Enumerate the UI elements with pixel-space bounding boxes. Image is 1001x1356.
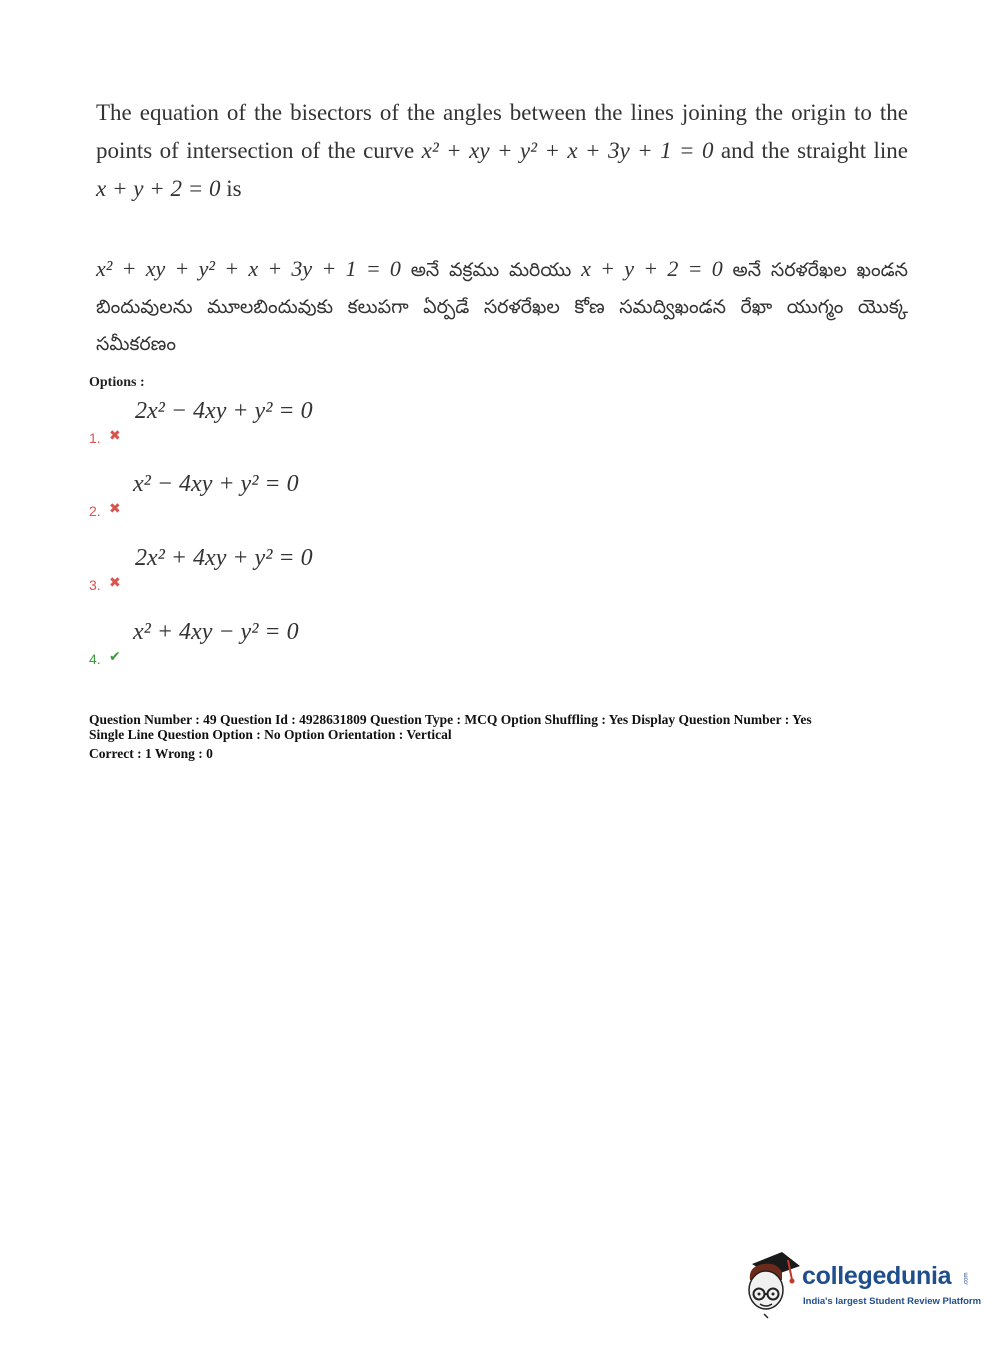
line-equation: x + y + 2 = 0 (96, 176, 221, 201)
wrong-icon: ✖ (109, 501, 121, 517)
question-text-part1: The equation of the bisectors of the angles between the lines joining the origin to the points of intersection of the curve (96, 100, 908, 163)
option-number: 4. (89, 651, 101, 667)
options-label: Options : (89, 375, 145, 390)
question-text-part2: and the straight line (720, 138, 909, 163)
curve-equation-te: x² + xy + y² + x + 3y + 1 = 0 (96, 256, 401, 281)
option-equation: 2x² − 4xy + y² = 0 (135, 398, 313, 424)
curve-equation: x² + xy + y² + x + 3y + 1 = 0 (421, 138, 714, 163)
collegedunia-logo (742, 1250, 982, 1320)
logo-wordmark: collegedunia (802, 1262, 952, 1290)
option-equation: x² − 4xy + y² = 0 (133, 471, 299, 497)
option-1[interactable] (89, 398, 489, 448)
option-number: 1. (89, 430, 101, 446)
option-number: 3. (89, 577, 101, 593)
logo-tagline: India's largest Student Review Platform (803, 1296, 982, 1307)
option-equation: x² + 4xy − y² = 0 (133, 619, 299, 645)
option-equation: 2x² + 4xy + y² = 0 (135, 545, 313, 571)
line-equation-te: x + y + 2 = 0 (581, 256, 723, 281)
mascot-icon (742, 1250, 802, 1320)
telugu-text-part1: అనే వక్రము మరియు (410, 259, 572, 281)
question-telugu (96, 250, 908, 363)
option-2[interactable] (89, 471, 489, 521)
question-metadata (89, 712, 812, 761)
option-3[interactable] (89, 545, 489, 595)
option-4[interactable] (89, 619, 489, 669)
meta-line-3: Correct : 1 Wrong : 0 (89, 746, 213, 761)
telugu-text-part2: అనే సరళరేఖల ఖండన బిందువులను మూలబిందువుకు కలుపగా ఏర్పడే సరళరేఖల కోణ సమద్విఖండన రేఖా యుగ్మం యొక్క సమీకరణం (96, 259, 908, 355)
wrong-icon: ✖ (109, 428, 121, 444)
wrong-icon: ✖ (109, 575, 121, 591)
logo-com: .com (963, 1272, 970, 1286)
check-icon: ✔ (109, 649, 121, 665)
meta-line-2: Single Line Question Option : No Option Orientation : Vertical (89, 727, 452, 742)
meta-line-1: Question Number : 49 Question Id : 4928631809 Question Type : MCQ Option Shuffling : Yes Display Question Number : Yes (89, 712, 812, 727)
question-text-part3: is (226, 176, 242, 201)
option-number: 2. (89, 503, 101, 519)
question-english (96, 94, 908, 208)
